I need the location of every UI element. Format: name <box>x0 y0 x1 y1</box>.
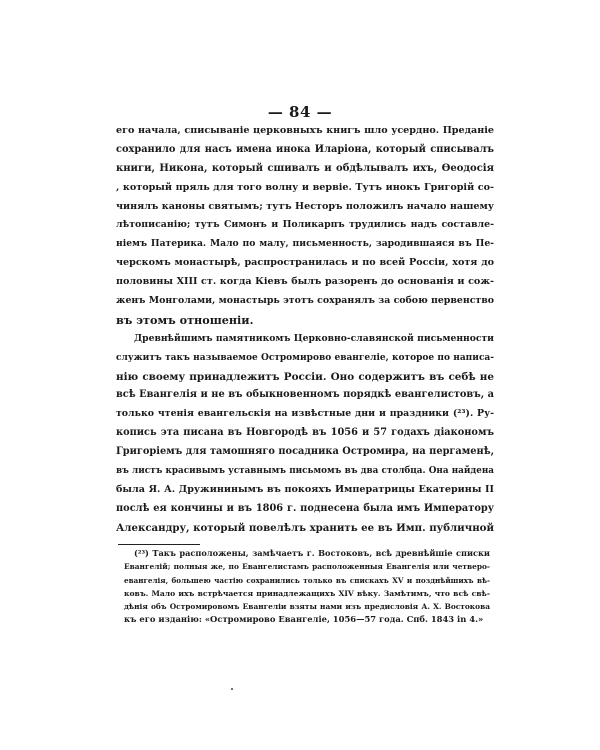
text-line: лѣтописанiю; тутъ Симонъ и Поликарпъ трудились надъ составле- <box>116 219 494 231</box>
text-line: черскомъ монастырѣ, распространилась и по всей Россiи, хотя до <box>116 257 494 269</box>
text-line: Александру, который повелѣлъ хранить ее въ Имп. публичной <box>116 521 494 534</box>
text-line: служитъ такъ называемое Остромирово евангелiе, которое по написа- <box>116 352 494 363</box>
footnote-line: Евангелiй; полныя же, по Евангелистамъ расположенныя Евангелiя или четверо- <box>124 562 490 572</box>
text-line: всѣ Евангелiя и не въ обыкновенномъ порядкѣ евангелистовъ, а <box>116 389 494 401</box>
text-line: нiю своему принадлежитъ Россiи. Оно содержитъ въ себѣ не <box>116 370 494 383</box>
footnote-line: ковъ. Мало ихъ встрѣчается принадлежащихъ XIV вѣку. Замѣтимъ, что всѣ свѣ- <box>124 588 490 598</box>
footnote-line: дѣнiя объ Остромировомъ Евангелiи взяты нами изъ предисловiя А. Х. Востокова <box>124 602 490 612</box>
text-line: Древнѣйшимъ памятникомъ Церковно-славянской письменности <box>134 332 494 344</box>
text-line: послѣ ея кончины и въ 1806 г. поднесена была имъ Императору <box>116 502 494 514</box>
text-line: Григорiемъ для тамошняго посадника Остромира, на пергаменѣ, <box>116 446 494 458</box>
text-line: книги, Никона, который сшивалъ и обдѣлывалъ ихъ, Ѳеодосiя <box>116 162 494 174</box>
footnote-line: къ его изданiю: «Остромирово Евангелiе, 1056—57 года. Спб. 1843 in 4.» <box>124 614 484 625</box>
text-line: была Я. А. Дружининымъ въ покояхъ Императрицы Екатерины II <box>116 483 494 495</box>
text-line: его начала, списыванiе церковныхъ книгъ шло усердно. Преданiе <box>116 125 494 136</box>
body-text <box>116 122 494 538</box>
paper-speck <box>231 688 233 690</box>
text-line: только чтенiя евангельскiя на извѣстные дни и праздники (²³). Ру- <box>116 408 494 420</box>
footnotes <box>124 547 490 627</box>
text-line: копись эта писана въ Новгородѣ въ 1056 и 57 годахъ дiакономъ <box>116 427 494 439</box>
text-line: женъ Монголами, монастырь этотъ сохранялъ за собою первенство <box>116 295 494 307</box>
footnote-rule <box>118 544 200 545</box>
footnote-line: (²³) Такъ расположены, замѣчаетъ г. Востоковъ, всѣ древнѣйшiе списки <box>134 548 490 558</box>
footnote-line: евангелiя, большею частiю сохранились только въ спискахъ XV и позднѣйшихъ вѣ- <box>124 575 490 585</box>
text-line: въ этомъ отношенiи. <box>116 312 254 327</box>
text-line: нiемъ Патерика. Мало по малу, письменность, зародившаяся въ Пе- <box>116 238 494 250</box>
text-line: , который пряль для того волну и вервiе. Тутъ инокъ Григорiй со- <box>116 181 494 193</box>
text-line: въ листъ красивымъ уставнымъ письмомъ въ два столбца. Она найдена <box>116 466 494 477</box>
text-line: сохранило для насъ имена инока Иларiона, который списывалъ <box>116 143 494 155</box>
text-line: половины XIII ст. когда Кiевъ былъ разоренъ до основанiя и сож- <box>116 276 494 288</box>
page-number: — 84 — <box>267 103 333 121</box>
text-line: чинялъ каноны святымъ; тутъ Несторъ положилъ начало нашему <box>116 200 494 212</box>
